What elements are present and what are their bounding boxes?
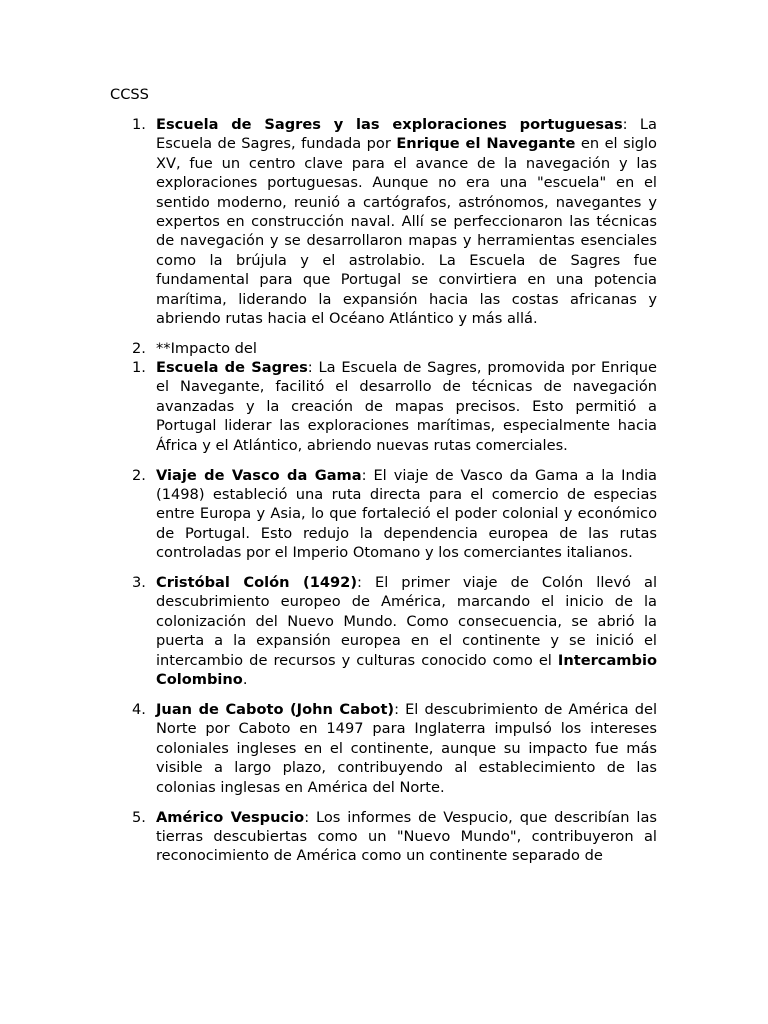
item-text: : El descubrimiento de América del Norte por Caboto en 1497 para Inglaterra impulsó los intereses coloniales ingleses en el continente, aunque su impacto fue más visible a largo plazo, contribuyendo al establecimiento de las colonias inglesas en América del Norte.	[156, 701, 657, 796]
item-text: **Impacto del	[156, 339, 257, 357]
item-bold-term: Intercambio Colombino	[156, 651, 657, 689]
item-title: Juan de Caboto (John Cabot)	[156, 701, 395, 718]
item-title: Américo Vespucio	[156, 808, 305, 826]
item-title: Cristóbal Colón (1492)	[156, 574, 357, 592]
item-number: 2.	[132, 339, 146, 357]
item-title: Escuela de Sagres	[156, 359, 308, 376]
list-item	[132, 466, 657, 563]
list-item	[132, 700, 657, 797]
item-text: : El primer viaje de Colón llevó al descubrimiento europeo de América, marcando el inicio de la colonización del Nuevo Mundo. Como consecuencia, se abrió la puerta a la expansión europea en el continente y se inició el intercambio de recursos y culturas conocido como el	[156, 574, 657, 669]
list-item	[132, 339, 657, 358]
item-bold-term: Enrique el Navegante	[396, 135, 576, 153]
item-text: .	[242, 671, 248, 689]
list-item	[132, 573, 657, 689]
item-title: Viaje de Vasco da Gama	[156, 466, 362, 484]
item-text: : La Escuela de Sagres, promovida por Enrique el Navegante, facilitó el desarrollo de técnicas de navegación avanzadas y la creación de mapas precisos. Esto permitió a Portugal liderar las exploraciones marítimas, especialmente hacia África y el Atlántico, abriendo nuevas rutas comerciales.	[156, 359, 657, 454]
list-item	[132, 808, 657, 866]
item-number: 3.	[132, 574, 146, 592]
item-text: : La Escuela de Sagres, fundada por	[156, 116, 657, 153]
item-text: : Los informes de Vespucio, que describían las tierras descubiertas como un "Nuevo Mundo", contribuyeron al reconocimiento de América como un continente separado de	[156, 808, 657, 865]
list-item	[132, 115, 657, 328]
item-number: 5.	[132, 808, 146, 826]
item-text: en el siglo XV, fue un centro clave para el avance de la navegación y las exploraciones portuguesas. Aunque no era una "escuela" en el sentido moderno, reunió a cartógrafos, astrónomos, navegantes y expertos en construcción naval. Allí se perfeccionaron las técnicas de navegación y se desarrollaron mapas y herramientas esenciales como la brújula y el astrolabio. La Escuela de Sagres fue fundamental para que Portugal se convirtiera en una potencia marítima, liderando la expansión hacia las costas africanas y abriendo rutas hacia el Océano Atlántico y más allá.	[156, 135, 657, 328]
exploration-list	[132, 115, 657, 369]
document-header: CCSS	[110, 86, 149, 103]
item-title: Escuela de Sagres y las exploraciones portuguesas	[156, 116, 623, 133]
item-number: 1.	[132, 359, 146, 376]
list-item	[132, 358, 657, 455]
item-text: : El viaje de Vasco da Gama a la India (1498) estableció una ruta directa para el comercio de especias entre Europa y Asia, lo que fortaleció el poder colonial y económico de Portugal. Esto redujo la dependencia europea de las rutas controladas por el Imperio Otomano y los comerciantes italianos.	[156, 466, 657, 562]
item-number: 4.	[132, 701, 146, 718]
impact-list	[132, 358, 657, 876]
item-number: 1.	[132, 116, 146, 133]
item-number: 2.	[132, 466, 146, 484]
